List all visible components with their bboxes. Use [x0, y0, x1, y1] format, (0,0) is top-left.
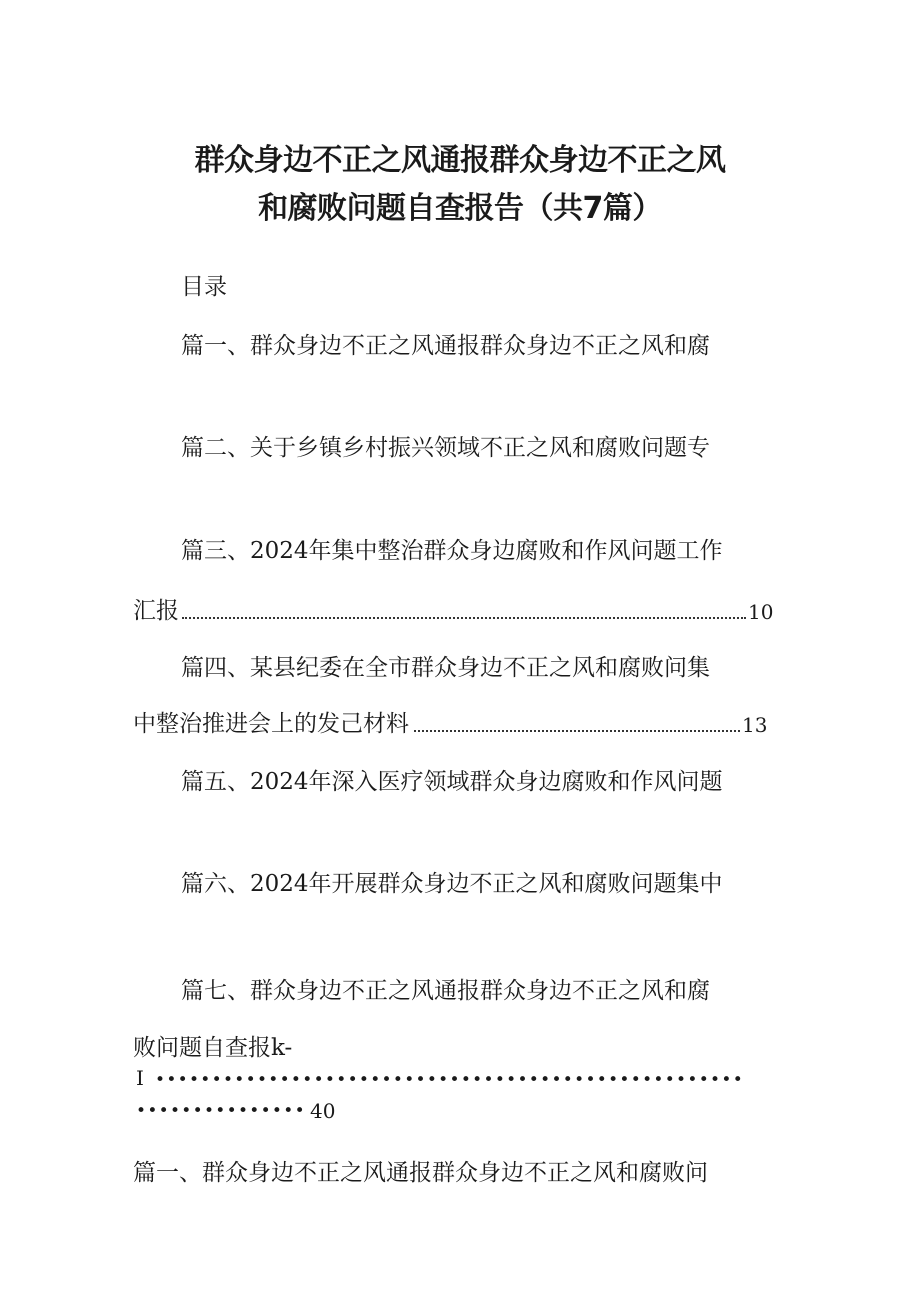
toc-entry-6[interactable]: [181, 873, 723, 896]
toc-entry-4-line2: 中整治推进会上的发己材料: [133, 711, 409, 737]
toc-heading: 目录: [181, 274, 227, 300]
toc-entry-3-line2: 汇报: [133, 598, 179, 624]
document-title-line1: 群众身边不正之风通报群众身边不正之风: [194, 143, 726, 178]
toc-entry-7-line2-tail: k-: [271, 1035, 293, 1061]
toc-entry-7-line2: [133, 1037, 292, 1060]
toc-entry-5-rest: 年深入医疗领域群众身边腐败和作风问题: [308, 769, 723, 795]
toc-entry-3[interactable]: [181, 540, 723, 563]
body-section-heading: 篇一、群众身边不正之风通报群众身边不正之风和腐败问: [133, 1160, 708, 1186]
toc-entry-5-year: 2024: [250, 769, 309, 795]
toc-entry-3-leader: [182, 617, 746, 619]
toc-entry-4-leader: [414, 730, 740, 732]
toc-entry-4-page: 13: [742, 713, 768, 737]
toc-entry-3-prefix: 篇三、: [181, 538, 250, 564]
toc-entry-7-leader-row1: ••••••••••••••••••••••••••••••••••••••••••••••••••••: [155, 1070, 745, 1090]
toc-entry-5-prefix: 篇五、: [181, 769, 250, 795]
toc-entry-7-page: 40: [310, 1099, 336, 1123]
toc-entry-4[interactable]: 篇四、某县纪委在全市群众身边不正之风和腐败问集: [181, 655, 710, 681]
toc-entry-6-rest: 年开展群众身边不正之风和腐败问题集中: [308, 871, 723, 897]
toc-entry-1[interactable]: 篇一、群众身边不正之风通报群众身边不正之风和腐: [181, 333, 710, 359]
toc-entry-3-page: 10: [748, 600, 774, 624]
toc-entry-6-prefix: 篇六、: [181, 871, 250, 897]
toc-entry-7[interactable]: 篇七、群众身边不正之风通报群众身边不正之风和腐: [181, 978, 710, 1004]
toc-entry-2[interactable]: 篇二、关于乡镇乡村振兴领域不正之风和腐败问题专: [181, 435, 710, 461]
toc-entry-3-year: 2024: [250, 538, 309, 564]
toc-entry-7-line2-text: 败问题自查报: [133, 1035, 271, 1061]
toc-entry-3-rest: 年集中整治群众身边腐败和作风问题工作: [308, 538, 723, 564]
toc-entry-7-mark: I: [136, 1066, 144, 1090]
toc-entry-7-leader-row2: •••••••••••••••: [136, 1101, 306, 1121]
document-title-line2: 和腐败问题自查报告（共7篇）: [258, 191, 662, 226]
toc-entry-6-year: 2024: [250, 871, 309, 897]
toc-entry-5[interactable]: [181, 771, 723, 794]
